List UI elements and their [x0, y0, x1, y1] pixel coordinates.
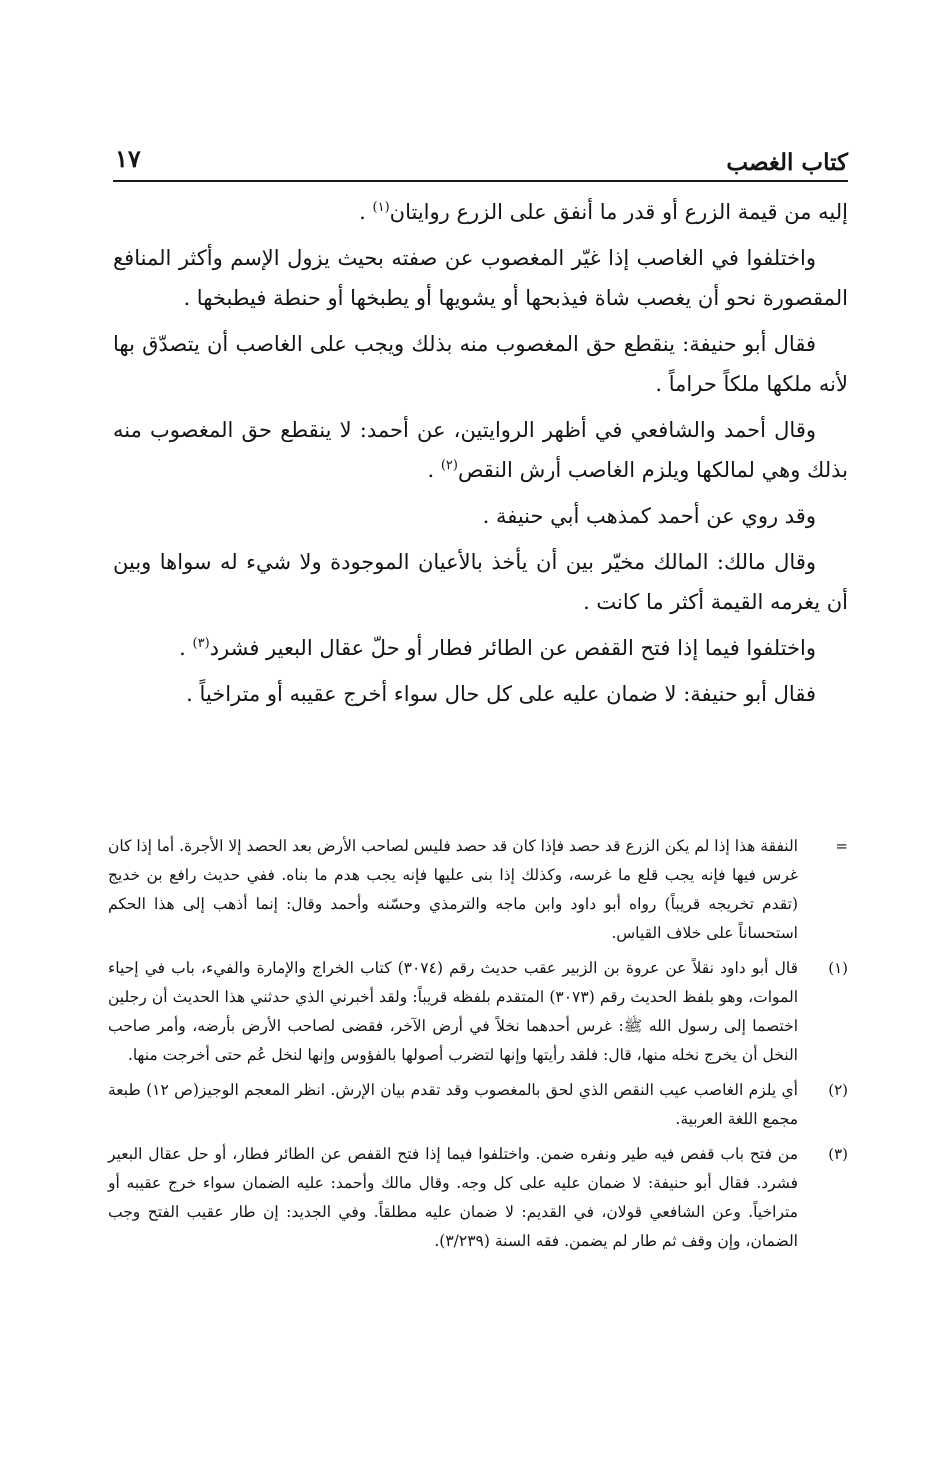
paragraph: واختلفوا في الغاصب إذا غيّر المغصوب عن صفته بحيث يزول الإسم وأكثر المنافع المقصورة نحو أن يغصب شاة فيذبحها أو يشويها أو يطبخها أو حنطة فيطبخها .: [113, 246, 848, 310]
paragraph-end: .: [427, 458, 441, 482]
paragraph: وقال مالك: المالك مخيّر بين أن يأخذ بالأعيان الموجودة ولا شيء له سواها وبين أن يغرمه القيمة أكثر ما كانت .: [113, 550, 848, 614]
paragraph-text: وقال أحمد والشافعي في أظهر الروايتين، عن أحمد: لا ينقطع حق المغصوب منه بذلك وهي لمالكها ويلزم الغاصب أرش النقص: [113, 418, 848, 482]
paragraph-end: .: [359, 200, 373, 224]
footnote-ref[interactable]: (٢): [440, 458, 458, 473]
page-header: [113, 136, 848, 182]
main-text: [113, 192, 848, 720]
footnote-marker: (٢): [828, 1081, 848, 1099]
paragraph: [113, 410, 848, 490]
paragraph: وقد روي عن أحمد كمذهب أبي حنيفة .: [482, 504, 816, 528]
footnote-text: أي يلزم الغاصب عيب النقص الذي لحق بالمغصوب وقد تقدم بيان الإرش. انظر المعجم الوجيز(ص ١٢) طبعة مجمع اللغة العربية.: [108, 1081, 798, 1128]
paragraph: فقال أبو حنيفة: لا ضمان عليه على كل حال سواء أخرج عقيبه أو متراخياً .: [186, 682, 816, 706]
footnote-3: [108, 1140, 848, 1256]
footnote-marker: =: [835, 837, 848, 855]
footnote-continued: [108, 832, 848, 948]
paragraph: [113, 628, 848, 668]
paragraph-text: واختلفوا فيما إذا فتح القفص عن الطائر فطار أو حلّ عقال البعير فشرد: [209, 636, 816, 660]
footnote-1: [108, 954, 848, 1070]
footnote-text: من فتح باب قفص فيه طير ونفره ضمن. واختلفوا فيما إذا فتح القفص عن الطائر فطار، أو حل عقال البعير فشرد. فقال أبو حنيفة: لا ضمان عليه على كل وجه. وقال مالك وأحمد: عليه الضمان سواء خرج عقيبه أو متراخياً. وعن الشافعي قولان، في القديم: لا ضمان عليه مطلقاً. وفي الجديد: إن طار عقيب الفتح وجب الضمان، وإن وقف ثم طار لم يضمن. فقه السنة (٣/٢٣٩).: [108, 1145, 798, 1250]
paragraph-text: إليه من قيمة الزرع أو قدر ما أنفق على الزرع روايتان: [389, 200, 848, 224]
page-number: ١٧: [115, 144, 141, 173]
paragraph: [113, 192, 848, 232]
footnote-marker: (٣): [828, 1145, 848, 1163]
footnote-text: قال أبو داود نقلاً عن عروة بن الزبير عقب حديث رقم (٣٠٧٤) كتاب الخراج والإمارة والفيء، باب في إحياء الموات، وهو بلفظ الحديث رقم (٣٠٧٣) المتقدم بلفظه قريباً: ولقد أخبرني الذي حدثني هذا الحديث أن رجلين اختصما إلى رسول الله ﷺ: غرس أحدهما نخلاً في أرض الآخر، فقضى لصاحب الأرض بأرضه، وأمر صاحب النخل أن يخرج نخله منها، قال: فلقد رأيتها وإنها لتضرب أصولها بالفؤوس وإنها لنخل عُم حتى أخرجت منها.: [108, 959, 798, 1064]
footnote-ref[interactable]: (١): [372, 200, 390, 215]
paragraph: فقال أبو حنيفة: ينقطع حق المغصوب منه بذلك ويجب على الغاصب أن يتصدّق بها لأنه ملكها ملكاً حراماً .: [113, 332, 848, 396]
footnote-marker: (١): [828, 959, 848, 977]
footnote-ref[interactable]: (٣): [192, 636, 210, 651]
footnotes: [108, 832, 848, 1262]
footnote-2: [108, 1076, 848, 1134]
footnote-text: النفقة هذا إذا لم يكن الزرع قد حصد فإذا كان قد حصد فليس لصاحب الأرض بعد الحصد إلا الأجرة. أما إذا كان غرس فيها فإنه يجب قلع ما غرسه، وكذلك إذا بنى عليها فإنه يجب هدم ما بناه. ففي حديث رافع بن خديج (تقدم تخريجه قريباً) رواه أبو داود وابن ماجه والترمذي وحسّنه وأحمد وقال: إنما أذهب إلى هذا الحكم استحساناً على خلاف القياس.: [108, 837, 798, 942]
paragraph-end: .: [179, 636, 193, 660]
running-title: كتاب الغصب: [726, 149, 848, 176]
